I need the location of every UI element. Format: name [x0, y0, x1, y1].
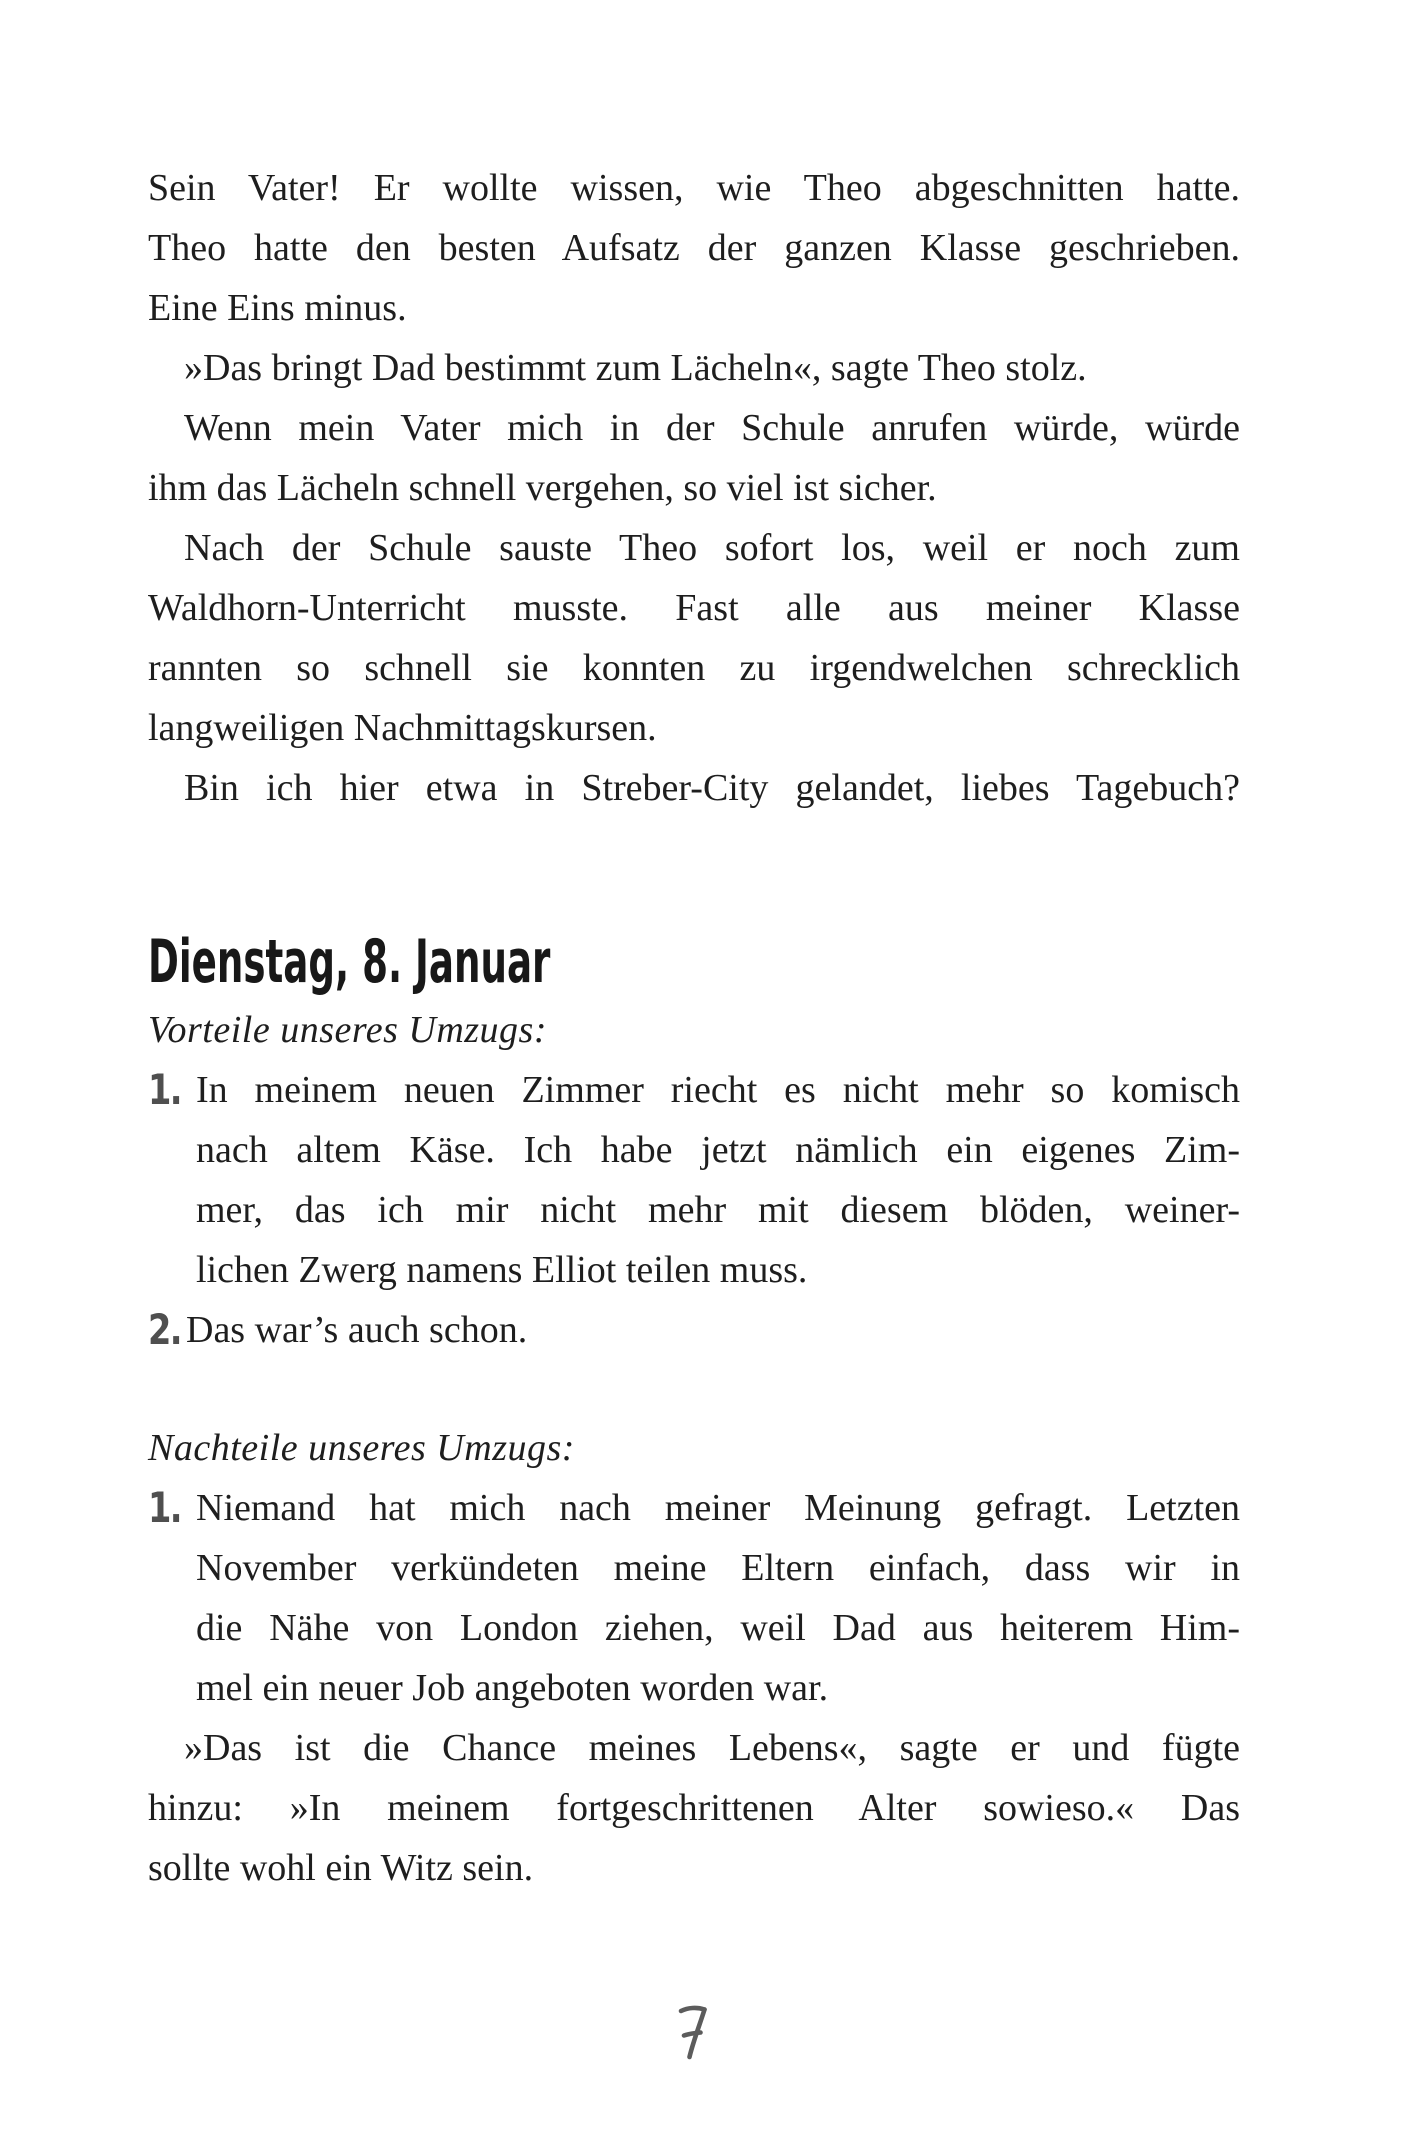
text-line: Niemand hat mich nach meiner Meinung gefragt. Letzten [196, 1487, 1240, 1529]
text-line: Sein Vater! Er wollte wissen, wie Theo abgeschnitten hatte. [148, 167, 1240, 209]
list-item-text [196, 1478, 1240, 1718]
list-number: 2. [148, 1305, 181, 1354]
list-number: 1. [148, 1483, 181, 1532]
list-item [148, 1300, 1240, 1360]
handwritten-seven-glyph [676, 2002, 710, 2064]
text-line: mer, das ich mir nicht mehr mit diesem blöden, weiner- [196, 1189, 1240, 1231]
entry-heading [148, 925, 1240, 1000]
text-column [148, 158, 1240, 1898]
pros-heading: Vorteile unseres Umzugs: [148, 1009, 547, 1051]
text-line: Wenn mein Vater mich in der Schule anrufen würde, würde [184, 407, 1240, 449]
text-line: langweiligen Nachmittagskursen. [148, 707, 657, 749]
text-line: die Nähe von London ziehen, weil Dad aus heiterem Him- [196, 1607, 1240, 1649]
text-line: nach altem Käse. Ich habe jetzt nämlich ein eigenes Zim- [196, 1129, 1240, 1171]
text-line: »Das ist die Chance meines Lebens«, sagte er und fügte [184, 1727, 1240, 1769]
text-line: rannten so schnell sie konnten zu irgendwelchen schrecklich [148, 647, 1240, 689]
text-line: Das war’s auch schon. [186, 1309, 528, 1351]
text-line: sollte wohl ein Witz sein. [148, 1847, 534, 1889]
section-gap [148, 818, 1240, 925]
text-line: hinzu: »In meinem fortgeschrittenen Alter sowieso.« Das [148, 1787, 1240, 1829]
page-number [676, 2002, 716, 2064]
text-line: November verkündeten meine Eltern einfach, dass wir in [196, 1547, 1240, 1589]
text-line: Theo hatte den besten Aufsatz der ganzen Klasse geschrieben. [148, 227, 1240, 269]
cons-heading: Nachteile unseres Umzugs: [148, 1427, 575, 1469]
section-gap [148, 1360, 1240, 1418]
list-item [148, 1478, 1240, 1718]
list-item-text [196, 1060, 1240, 1300]
entry-heading-text: Dienstag, 8. Januar [148, 927, 551, 997]
list-item-text [186, 1300, 1240, 1360]
text-line: Eine Eins minus. [148, 287, 407, 329]
text-line: In meinem neuen Zimmer riecht es nicht mehr so komisch [196, 1069, 1240, 1111]
list-item [148, 1060, 1240, 1300]
text-line: »Das bringt Dad bestimmt zum Lächeln«, sagte Theo stolz. [184, 347, 1087, 389]
text-line: Bin ich hier etwa in Streber-City gelandet, liebes Tagebuch? [184, 767, 1240, 809]
text-line: Waldhorn-Unterricht musste. Fast alle aus meiner Klasse [148, 587, 1240, 629]
text-line: mel ein neuer Job angeboten worden war. [196, 1667, 829, 1709]
list-number: 1. [148, 1065, 181, 1114]
text-line: Nach der Schule sauste Theo sofort los, weil er noch zum [184, 527, 1240, 569]
text-line: lichen Zwerg namens Elliot teilen muss. [196, 1249, 808, 1291]
text-line: ihm das Lächeln schnell vergehen, so viel ist sicher. [148, 467, 937, 509]
